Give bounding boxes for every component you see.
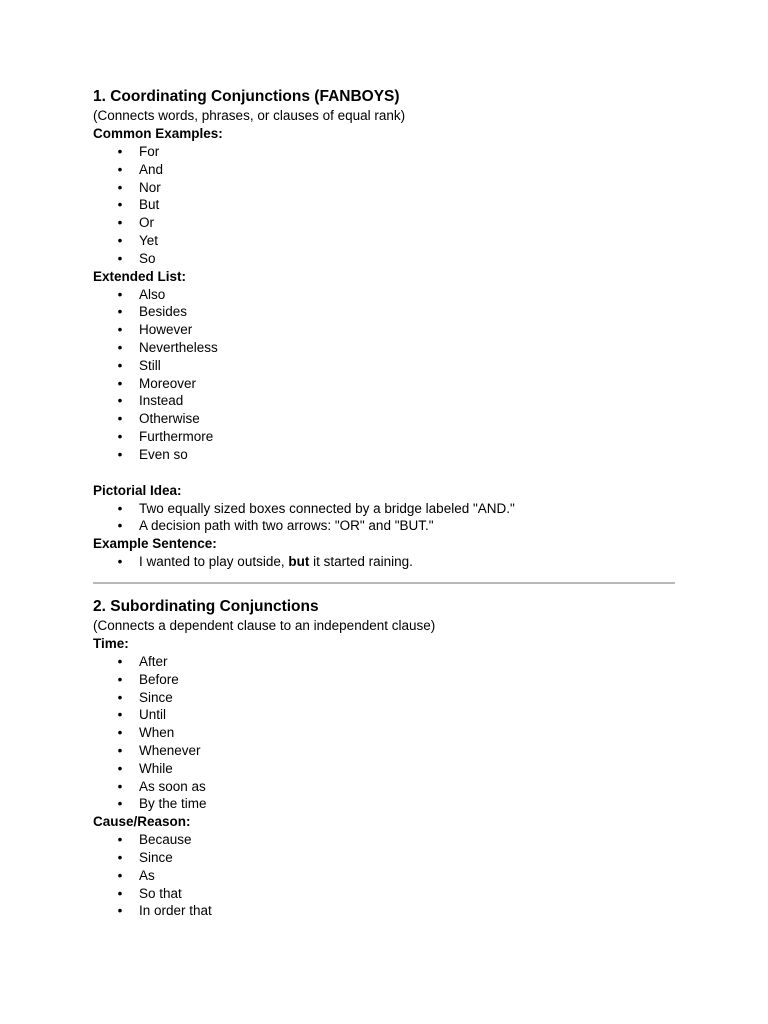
- example-sentence-emphasis: but: [288, 554, 310, 570]
- list-item-text: So: [139, 250, 156, 266]
- list-item: [93, 179, 675, 197]
- list-item: [93, 303, 675, 321]
- bullet-icon: •: [117, 689, 123, 705]
- section1-description: (Connects words, phrases, or clauses of equal rank): [93, 108, 406, 123]
- pictorial-idea-label: Pictorial Idea:: [93, 482, 182, 498]
- list-item: [93, 143, 675, 161]
- list-item: [93, 553, 675, 571]
- list-item-text: Also: [139, 286, 166, 302]
- list-item-text: Since: [139, 849, 173, 865]
- list-item-text: Because: [139, 832, 192, 848]
- bullet-icon: •: [117, 446, 123, 462]
- list-item: [93, 286, 675, 304]
- bullet-icon: •: [117, 393, 123, 409]
- bullet-icon: •: [117, 375, 123, 391]
- extended-list-label: Extended List:: [93, 268, 187, 284]
- list-item: [93, 724, 675, 742]
- list-item: [93, 250, 675, 268]
- list-item: [93, 517, 675, 535]
- list-item-text: As soon as: [139, 778, 206, 794]
- list-item-text: Otherwise: [139, 411, 200, 427]
- list-item: [93, 760, 675, 778]
- bullet-icon: •: [117, 197, 123, 213]
- bullet-icon: •: [117, 518, 123, 534]
- list-item-text: Besides: [139, 304, 188, 320]
- bullet-icon: •: [117, 161, 123, 177]
- list-item: [93, 196, 675, 214]
- list-item: [93, 849, 675, 867]
- bullet-icon: •: [117, 286, 123, 302]
- list-item-text: In order that: [139, 903, 212, 919]
- list-item-text: When: [139, 725, 175, 741]
- list-item-text: Until: [139, 707, 167, 723]
- bullet-icon: •: [117, 671, 123, 687]
- list-item: [93, 500, 675, 518]
- bullet-icon: •: [117, 144, 123, 159]
- list-item-text: Nevertheless: [139, 339, 218, 355]
- list-item: [93, 161, 675, 179]
- pictorial-idea-list: [93, 500, 675, 536]
- bullet-icon: •: [117, 554, 123, 570]
- list-item: [93, 392, 675, 410]
- list-item: [93, 689, 675, 707]
- bullet-icon: •: [117, 322, 123, 338]
- time-list: [93, 653, 675, 813]
- section-divider: [93, 582, 675, 584]
- list-item: [93, 339, 675, 357]
- list-item-text: Moreover: [139, 375, 197, 391]
- list-item-text: So that: [139, 885, 182, 901]
- spacer: [93, 464, 675, 482]
- list-item-text: Two equally sized boxes connected by a bridge labeled "AND.": [139, 500, 515, 516]
- example-sentence-start: I wanted to play outside,: [139, 554, 289, 570]
- document-page: [93, 87, 675, 920]
- list-item: [93, 653, 675, 671]
- list-item-text: Instead: [139, 393, 184, 409]
- bullet-icon: •: [117, 215, 123, 231]
- list-item-text: Yet: [139, 232, 159, 248]
- common-examples-list: [93, 143, 675, 268]
- list-item: [93, 375, 675, 393]
- bullet-icon: •: [117, 250, 123, 266]
- bullet-icon: •: [117, 179, 123, 195]
- list-item-text: Since: [139, 689, 173, 705]
- common-examples-label: Common Examples:: [93, 126, 223, 141]
- bullet-icon: •: [117, 849, 123, 865]
- bullet-icon: •: [117, 339, 123, 355]
- list-item: [93, 428, 675, 446]
- list-item: [93, 795, 675, 813]
- section1-heading: 1. Coordinating Conjunctions (FANBOYS): [93, 88, 400, 105]
- example-sentence-label: Example Sentence:: [93, 536, 217, 552]
- extended-list: [93, 286, 675, 464]
- list-item: [93, 410, 675, 428]
- section2-description: (Connects a dependent clause to an independent clause): [93, 617, 436, 633]
- list-item-text: Whenever: [139, 742, 201, 758]
- bullet-icon: •: [117, 867, 123, 883]
- list-item-text: A decision path with two arrows: "OR" and "BUT.": [139, 518, 434, 534]
- list-item: [93, 885, 675, 903]
- bullet-icon: •: [117, 832, 123, 848]
- bullet-icon: •: [117, 411, 123, 427]
- bullet-icon: •: [117, 304, 123, 320]
- list-item: [93, 831, 675, 849]
- list-item-text: After: [139, 653, 168, 669]
- list-item: [93, 902, 675, 920]
- cause-reason-label: Cause/Reason:: [93, 814, 191, 830]
- example-sentence-end: it started raining.: [309, 554, 413, 570]
- list-item-text: While: [139, 760, 173, 776]
- list-item-text: Or: [139, 215, 154, 231]
- example-sentence-list: [93, 553, 675, 571]
- list-item: [93, 321, 675, 339]
- list-item: [93, 706, 675, 724]
- bullet-icon: •: [117, 232, 123, 248]
- list-item: [93, 357, 675, 375]
- bullet-icon: •: [117, 760, 123, 776]
- bullet-icon: •: [117, 885, 123, 901]
- time-label: Time:: [93, 635, 129, 651]
- bullet-icon: •: [117, 653, 123, 669]
- bullet-icon: •: [117, 428, 123, 444]
- bullet-icon: •: [117, 357, 123, 373]
- bullet-icon: •: [117, 742, 123, 758]
- bullet-icon: •: [117, 500, 123, 516]
- cause-reason-list: [93, 831, 675, 920]
- list-item: [93, 867, 675, 885]
- list-item-text: As: [139, 867, 155, 883]
- list-item-text: For: [139, 144, 160, 159]
- bullet-icon: •: [117, 778, 123, 794]
- bullet-icon: •: [117, 707, 123, 723]
- list-item-text: Furthermore: [139, 428, 214, 444]
- section2-heading: 2. Subordinating Conjunctions: [93, 597, 319, 615]
- list-item: [93, 742, 675, 760]
- list-item-text: However: [139, 322, 193, 338]
- list-item-text: But: [139, 197, 160, 213]
- list-item: [93, 671, 675, 689]
- bullet-icon: •: [117, 903, 123, 919]
- bullet-icon: •: [117, 725, 123, 741]
- list-item-text: Before: [139, 671, 179, 687]
- list-item: [93, 214, 675, 232]
- list-item: [93, 446, 675, 464]
- list-item-text: Still: [139, 357, 161, 373]
- list-item-text: Nor: [139, 179, 161, 195]
- list-item: [93, 778, 675, 796]
- list-item-text: And: [139, 161, 164, 177]
- list-item: [93, 232, 675, 250]
- bullet-icon: •: [117, 796, 123, 812]
- list-item-text: By the time: [139, 796, 207, 812]
- list-item-text: Even so: [139, 446, 188, 462]
